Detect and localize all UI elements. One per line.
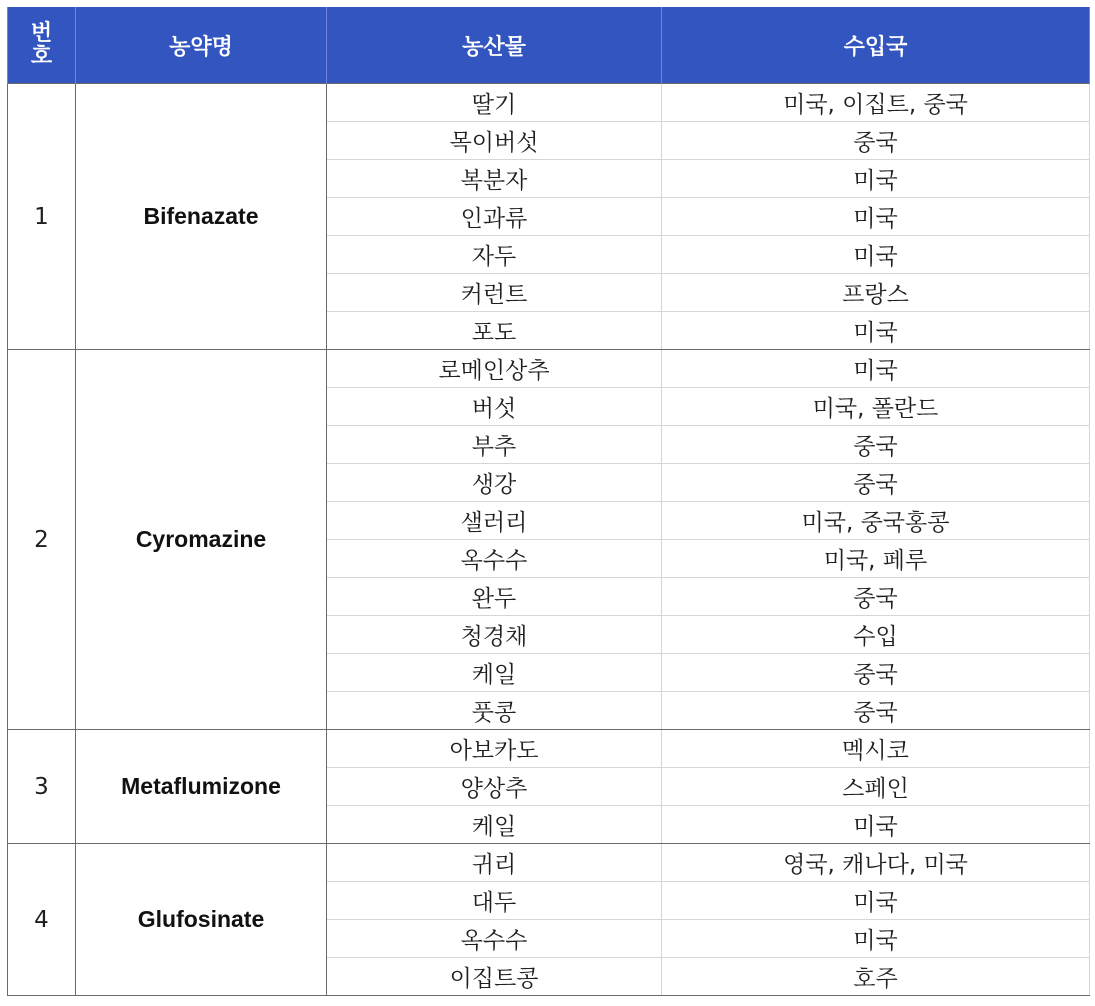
country-cell: 미국 <box>662 882 1090 920</box>
country-cell: 미국 <box>662 236 1090 274</box>
country-cell: 미국, 폴란드 <box>662 388 1090 426</box>
crop-cell: 커런트 <box>327 274 662 312</box>
country-cell: 미국 <box>662 350 1090 388</box>
table-body <box>8 84 1090 996</box>
pesticide-name: Bifenazate <box>76 84 327 350</box>
header-pesticide: 농약명 <box>76 7 327 84</box>
crop-cell: 옥수수 <box>327 540 662 578</box>
crop-cell: 대두 <box>327 882 662 920</box>
country-cell: 중국 <box>662 426 1090 464</box>
table-row <box>8 844 1090 882</box>
pesticide-name: Glufosinate <box>76 844 327 996</box>
group-number: 3 <box>8 730 76 844</box>
country-cell: 호주 <box>662 958 1090 996</box>
crop-cell: 로메인상추 <box>327 350 662 388</box>
table-row <box>8 730 1090 768</box>
country-cell: 미국 <box>662 198 1090 236</box>
crop-cell: 복분자 <box>327 160 662 198</box>
header-number-label: 번 호 <box>30 21 53 69</box>
country-cell: 수입 <box>662 616 1090 654</box>
header-number <box>8 7 76 84</box>
country-cell: 미국, 페루 <box>662 540 1090 578</box>
country-cell: 미국 <box>662 806 1090 844</box>
country-cell: 미국 <box>662 160 1090 198</box>
country-cell: 중국 <box>662 464 1090 502</box>
country-cell: 중국 <box>662 122 1090 160</box>
country-cell: 미국, 이집트, 중국 <box>662 84 1090 122</box>
country-cell: 중국 <box>662 578 1090 616</box>
crop-cell: 완두 <box>327 578 662 616</box>
country-cell: 미국, 중국홍콩 <box>662 502 1090 540</box>
pesticide-name: Metaflumizone <box>76 730 327 844</box>
crop-cell: 청경채 <box>327 616 662 654</box>
crop-cell: 샐러리 <box>327 502 662 540</box>
crop-cell: 귀리 <box>327 844 662 882</box>
crop-cell: 자두 <box>327 236 662 274</box>
pesticide-import-table <box>7 7 1090 996</box>
crop-cell: 딸기 <box>327 84 662 122</box>
country-cell: 미국 <box>662 312 1090 350</box>
header-crop: 농산물 <box>327 7 662 84</box>
crop-cell: 케일 <box>327 806 662 844</box>
country-cell: 중국 <box>662 692 1090 730</box>
header-country: 수입국 <box>662 7 1090 84</box>
table-row <box>8 84 1090 122</box>
crop-cell: 옥수수 <box>327 920 662 958</box>
crop-cell: 이집트콩 <box>327 958 662 996</box>
country-cell: 미국 <box>662 920 1090 958</box>
country-cell: 스페인 <box>662 768 1090 806</box>
country-cell: 중국 <box>662 654 1090 692</box>
crop-cell: 부추 <box>327 426 662 464</box>
crop-cell: 풋콩 <box>327 692 662 730</box>
crop-cell: 양상추 <box>327 768 662 806</box>
country-cell: 프랑스 <box>662 274 1090 312</box>
crop-cell: 버섯 <box>327 388 662 426</box>
country-cell: 영국, 캐나다, 미국 <box>662 844 1090 882</box>
crop-cell: 목이버섯 <box>327 122 662 160</box>
group-number: 1 <box>8 84 76 350</box>
crop-cell: 케일 <box>327 654 662 692</box>
country-cell: 멕시코 <box>662 730 1090 768</box>
crop-cell: 생강 <box>327 464 662 502</box>
table-header <box>8 7 1090 84</box>
crop-cell: 아보카도 <box>327 730 662 768</box>
table-row <box>8 350 1090 388</box>
crop-cell: 인과류 <box>327 198 662 236</box>
group-number: 4 <box>8 844 76 996</box>
crop-cell: 포도 <box>327 312 662 350</box>
group-number: 2 <box>8 350 76 730</box>
pesticide-name: Cyromazine <box>76 350 327 730</box>
